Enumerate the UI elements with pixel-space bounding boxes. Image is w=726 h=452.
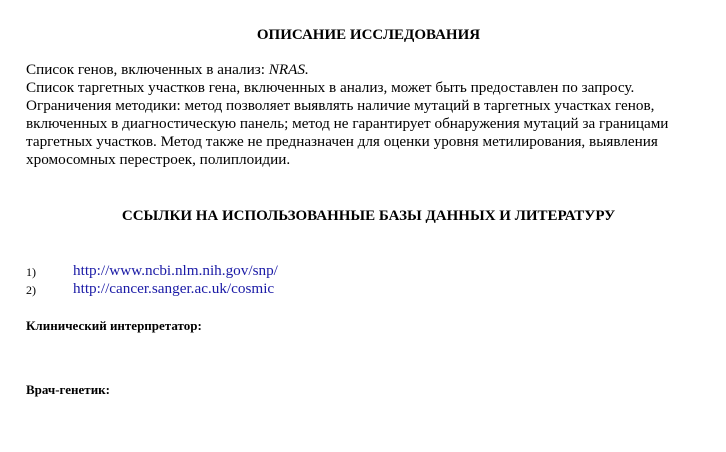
reference-link-cosmic[interactable]: http://cancer.sanger.ac.uk/cosmic	[73, 280, 275, 297]
geneticist-label: Врач-генетик:	[26, 382, 110, 397]
description-line: Ограничения методики: метод позволяет выявлять наличие мутаций в таргетных участках генов,	[26, 97, 655, 114]
genes-label: Список генов, включенных в анализ:	[26, 61, 269, 78]
genes-line	[26, 61, 721, 79]
reference-item	[26, 262, 626, 280]
reference-number: 1)	[26, 265, 36, 279]
section-title-description: ОПИСАНИЕ ИССЛЕДОВАНИЯ	[256, 27, 481, 43]
description-line: хромосомных перестроек, полиплоидии.	[26, 151, 291, 168]
section-title-references: ССЫЛКИ НА ИСПОЛЬЗОВАННЫЕ БАЗЫ ДАННЫХ И ЛИТЕРАТУРУ	[121, 208, 616, 224]
description-line: таргетных участков. Метод также не предназначен для оценки уровня метилирования, выявления	[26, 133, 658, 150]
description-line: Список таргетных участков гена, включенных в анализ, может быть предоставлен по запросу.	[26, 79, 635, 96]
clinical-interpreter-label: Клинический интерпретатор:	[26, 318, 202, 333]
reference-link-ncbi-snp[interactable]: http://www.ncbi.nlm.nih.gov/snp/	[73, 262, 278, 279]
reference-number: 2)	[26, 283, 36, 297]
description-line: включенных в диагностическую панель; метод не гарантирует обнаружения мутаций за границами	[26, 115, 669, 132]
reference-list	[26, 262, 626, 298]
reference-item	[26, 280, 626, 298]
description-paragraph	[26, 61, 721, 169]
genes-value: NRAS.	[268, 61, 309, 78]
